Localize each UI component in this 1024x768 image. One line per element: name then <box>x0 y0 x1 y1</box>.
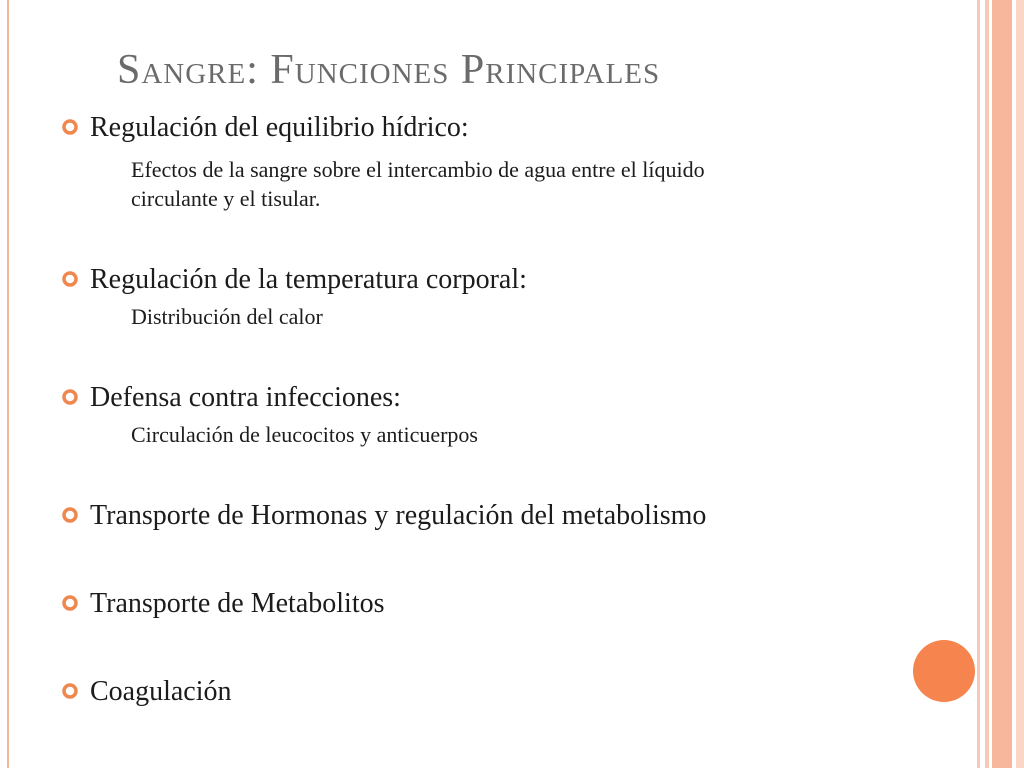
item-label: Regulación de la temperatura corporal: <box>90 264 527 295</box>
slide-title: Sangre: Funciones Principales <box>117 47 661 93</box>
item-label: Coagulación <box>90 676 232 707</box>
item-label: Regulación del equilibrio hídrico: <box>90 112 469 143</box>
right-decorative-stripe <box>985 0 989 768</box>
item-sub-text <box>131 155 931 213</box>
circle-ring-bullet-icon <box>62 507 78 523</box>
item-label: Transporte de Metabolitos <box>90 588 385 619</box>
right-decorative-stripe <box>1016 0 1024 768</box>
circle-ring-bullet-icon <box>62 389 78 405</box>
right-decorative-stripe <box>977 0 980 768</box>
sub-text-line: circulante y el tisular. <box>131 186 321 211</box>
circle-ring-bullet-icon <box>62 271 78 287</box>
circle-ring-bullet-icon <box>62 595 78 611</box>
sub-text-line: Efectos de la sangre sobre el intercambio de agua entre el líquido <box>131 157 705 182</box>
right-decorative-stripe <box>992 0 1012 768</box>
item-sub-text <box>131 420 931 449</box>
item-label: Defensa contra infecciones: <box>90 382 401 413</box>
accent-circle <box>913 640 975 702</box>
item-label: Transporte de Hormonas y regulación del metabolismo <box>90 500 707 531</box>
circle-ring-bullet-icon <box>62 683 78 699</box>
sub-text-line: Distribución del calor <box>131 304 323 329</box>
left-decorative-line <box>7 0 9 768</box>
sub-text-line: Circulación de leucocitos y anticuerpos <box>131 422 478 447</box>
item-sub-text <box>131 302 931 331</box>
circle-ring-bullet-icon <box>62 119 78 135</box>
